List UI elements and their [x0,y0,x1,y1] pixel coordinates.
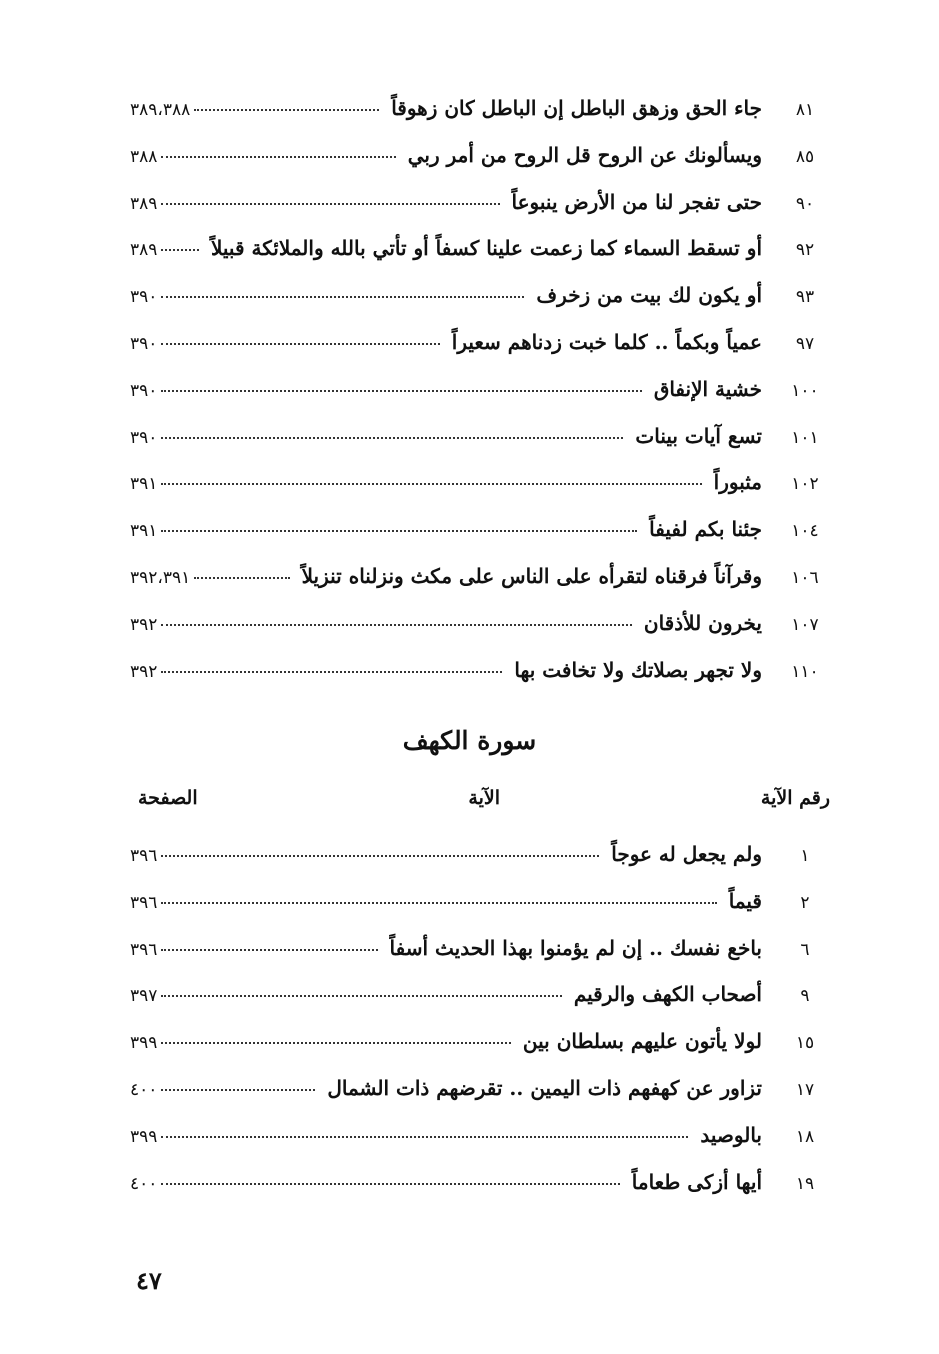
dot-leader [161,249,199,251]
index-row [130,470,830,517]
ayah-number: ٢ [800,892,810,913]
dot-leader [161,437,623,439]
ayah-text: حتى تفجر لنا من الأرض ينبوعاً [511,189,762,214]
ayah-text: وقرآناً فرقناه لتقرأه على الناس على مكث ونزلناه تنزيلاً [301,563,762,588]
ayah-text: خشية الإنفاق [653,376,762,401]
ayah-number: ١٨ [795,1126,815,1147]
page-reference: ٣٩٢ [130,661,158,682]
index-row [130,936,830,983]
dot-leader [161,1089,315,1091]
page-reference: ٣٨٩ [130,193,158,214]
ayah-text: ولا تجهر بصلاتك ولا تخافت بها [514,657,762,682]
ayah-number: ١١٠ [791,661,819,682]
dot-leader [161,390,641,392]
dot-leader [194,109,379,111]
ayah-text: جئنا بكم لفيفاً [649,517,762,542]
index-row [130,377,830,424]
dot-leader [161,1183,619,1185]
ayah-text: جاء الحق وزهق الباطل إن الباطل كان زهوقاً [391,96,762,120]
ayah-text: ولم يجعل له عوجاً [611,842,762,866]
ayah-text: أو يكون لك بيت من زخرف [536,283,762,308]
header-ayah: الآية [468,787,500,809]
ayah-text: تزاور عن كهفهم ذات اليمين .. تقرضهم ذات الشمال [327,1075,762,1100]
ayah-text: قيماً [728,888,762,913]
dot-leader [161,949,377,951]
dot-leader [161,203,499,205]
index-row [130,96,830,143]
ayah-number: ٩٣ [795,287,815,308]
ayah-number: ٦ [800,939,810,960]
index-row [130,611,830,658]
ayah-text: باخع نفسك .. إن لم يؤمنوا بهذا الحديث أسفاً [389,935,762,960]
ayah-number: ٩٠ [795,193,815,214]
index-row [130,564,830,611]
page-reference: ٣٨٩ [130,240,158,261]
dot-leader [161,530,637,532]
ayah-number: ٩٢ [795,240,815,261]
page-reference: ٣٩٠ [130,380,158,401]
ayah-number: ١٥ [795,1033,815,1054]
dot-leader [161,343,439,345]
ayah-text: بالوصيد [700,1122,762,1147]
header-ayah-number: رقم الآية [760,787,830,809]
page-reference: ٣٩٧ [130,986,158,1007]
ayah-number: ٩٧ [795,333,815,354]
index-row [130,190,830,237]
index-row [130,1029,830,1076]
ayah-number: ١٠٢ [791,474,819,495]
dot-leader [161,671,502,673]
ayah-number: ١٠٦ [791,567,819,588]
index-row [130,143,830,190]
index-row [130,1170,830,1217]
ayah-number: ١٩ [795,1173,815,1194]
page-reference: ٣٩١ [130,521,158,542]
page-reference: ٣٨٩،٣٨٨ [130,100,191,120]
page-reference: ٣٩٠ [130,333,158,354]
index-row [130,517,830,564]
index-row [130,658,830,705]
index-row [130,236,830,283]
footer-page-number: ٤٧ [136,1266,162,1295]
isra-index-list [130,96,830,704]
index-row [130,1076,830,1123]
page-reference: ٤٠٠ [130,1079,158,1100]
ayah-number: ١٠١ [791,427,819,448]
page-reference: ٣٩١ [130,474,158,495]
dot-leader [161,483,701,485]
index-row [130,1123,830,1170]
ayah-text: أو تسقط السماء كما زعمت علينا كسفاً أو تأتي بالله والملائكة قبيلاً [210,236,762,261]
ayah-text: عمياً وبكماً .. كلما خبت زدناهم سعيراً [451,329,762,354]
index-row [130,283,830,330]
ayah-number: ١٧ [795,1079,815,1100]
page-reference: ٣٩٩ [130,1126,158,1147]
ayah-number: ٨١ [795,100,815,120]
dot-leader [161,296,524,298]
header-page: الصفحة [138,787,198,809]
page-reference: ٣٩٦ [130,846,158,866]
ayah-number: ٩ [800,986,810,1007]
ayah-number: ١٠٧ [791,614,819,635]
dot-leader [161,1042,511,1044]
index-row [130,889,830,936]
ayah-text: أيها أزكى طعاماً [631,1169,762,1194]
index-row [130,424,830,471]
kahf-index-list [130,842,830,1216]
dot-leader [161,855,599,857]
dot-leader [161,902,716,904]
index-row [130,330,830,377]
index-row [130,842,830,889]
ayah-text: تسع آيات بينات [635,423,762,448]
ayah-number: ١٠٤ [791,521,819,542]
surah-title: سورة الكهف [402,726,537,755]
page-reference: ٣٩٦ [130,892,158,913]
dot-leader [161,156,395,158]
ayah-text: مثبوراً [713,470,762,495]
ayah-text: يخرون للأذقان [643,610,762,635]
page-reference: ٣٩٩ [130,1033,158,1054]
page-reference: ٣٩٢،٣٩١ [130,567,191,588]
page-reference: ٣٩٠ [130,427,158,448]
page-reference: ٣٩٢ [130,614,158,635]
index-row [130,982,830,1029]
dot-leader [161,1136,688,1138]
ayah-number: ١٠٠ [791,380,819,401]
ayah-text: لولا يأتون عليهم بسلطان بين [522,1029,762,1054]
ayah-number: ٨٥ [795,146,815,167]
dot-leader [194,577,289,579]
ayah-text: ويسألونك عن الروح قل الروح من أمر ربي [407,142,762,167]
column-headers [130,787,830,821]
ayah-text: أصحاب الكهف والرقيم [573,982,762,1007]
ayah-number: ١ [800,846,810,866]
page-reference: ٣٩٠ [130,287,158,308]
dot-leader [161,624,631,626]
dot-leader [161,995,561,997]
page-reference: ٣٨٨ [130,146,158,167]
page-reference: ٣٩٦ [130,939,158,960]
page-reference: ٤٠٠ [130,1173,158,1194]
